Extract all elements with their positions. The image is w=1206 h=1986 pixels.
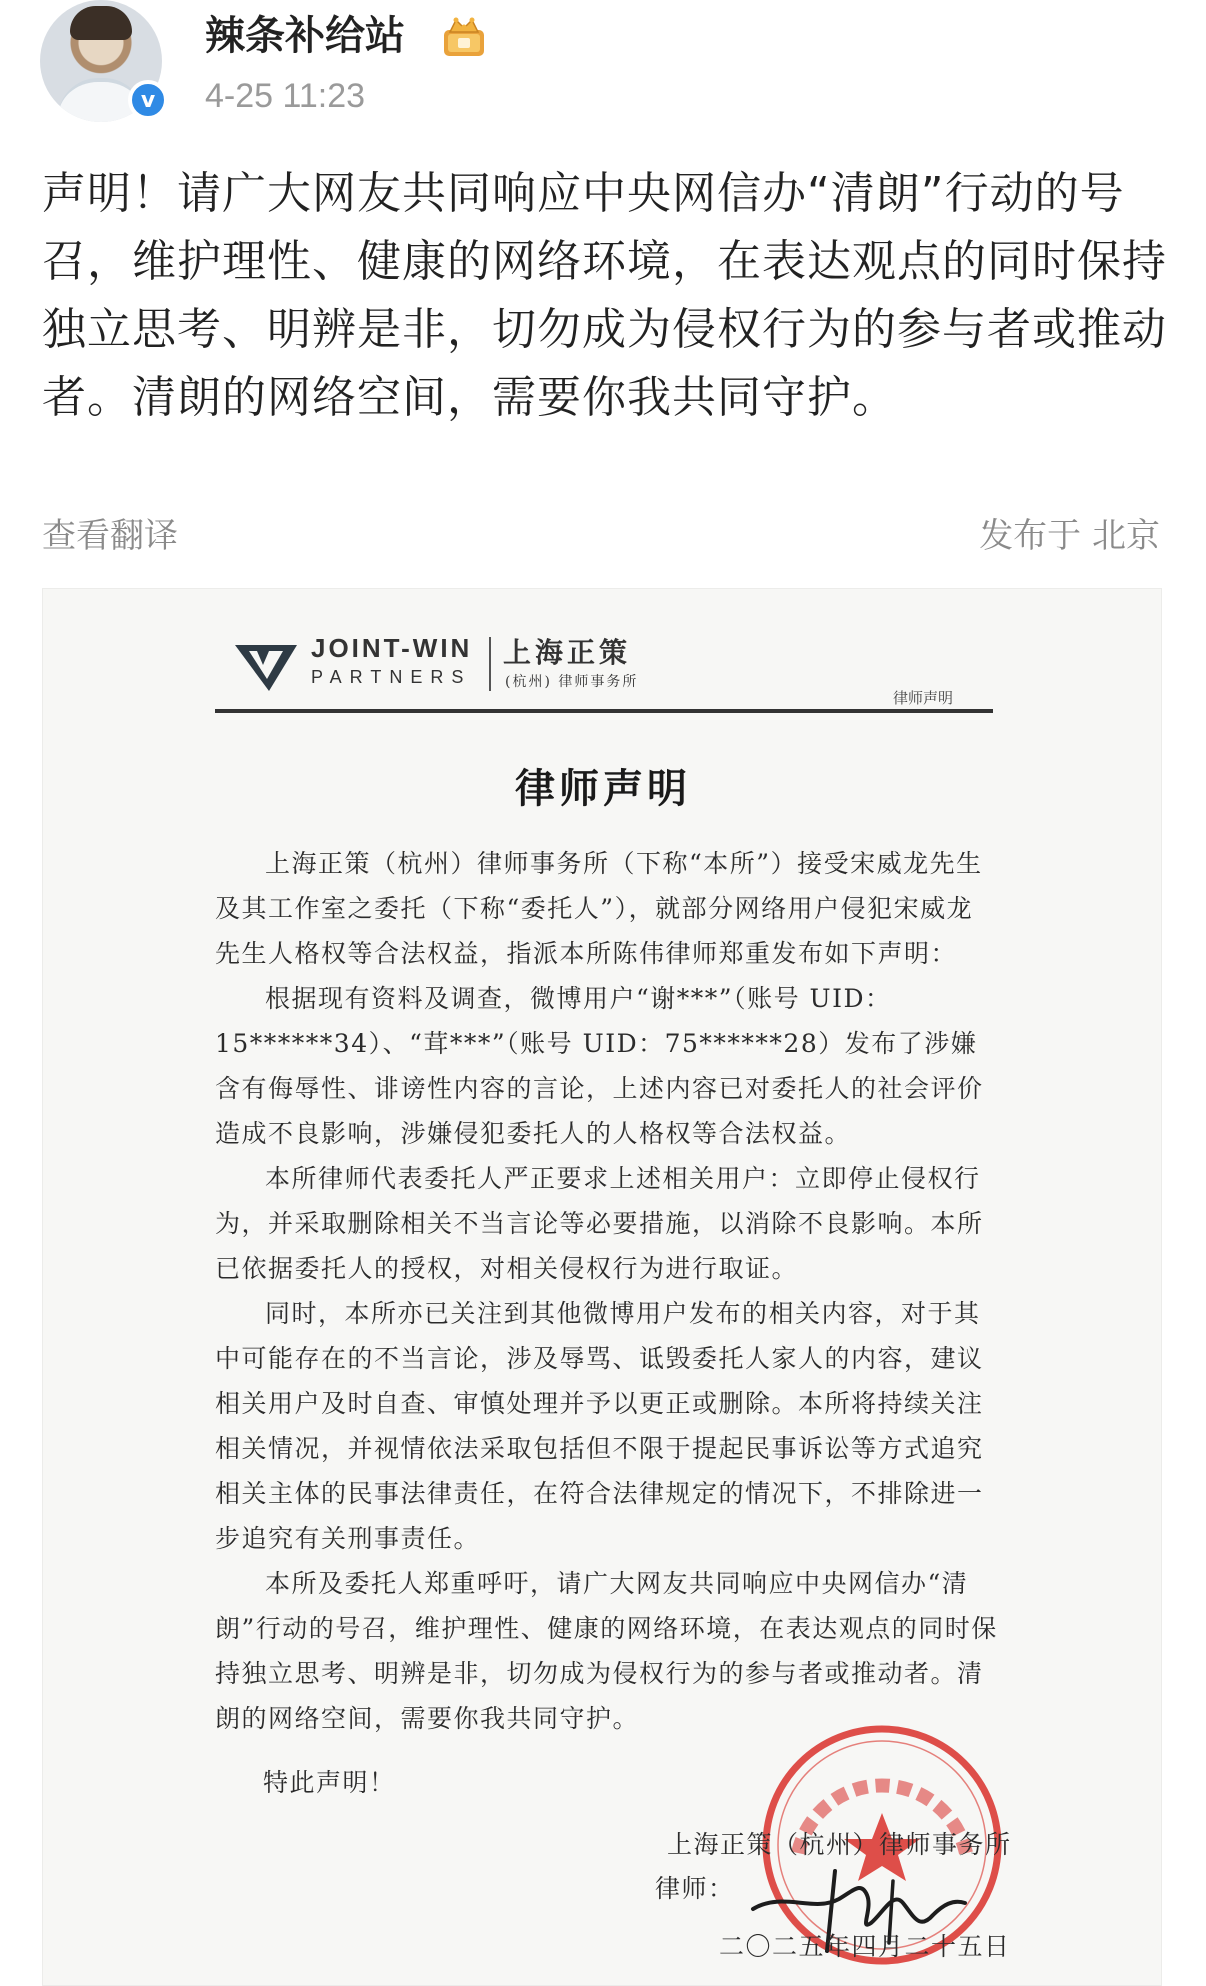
signature-date: 二〇二五年四月二十五日 xyxy=(719,1932,1011,1961)
document-paragraph: 本所律师代表委托人严正要求上述相关用户：立即停止侵权行为，并采取删除相关不当言论等必要措施，以消除不良影响。本所已依据委托人的授权，对相关侵权行为进行取证。 xyxy=(215,1164,984,1283)
attached-document-image[interactable] xyxy=(42,588,1162,1986)
document-paragraph: 根据现有资料及调查，微博用户“谢***”（账号 UID：15******34）、“茸***”（账号 UID：75******28）发布了涉嫌含有侮辱性、诽谤性内容的言论，上述内容已对委托人的社会评价造成不良影响，涉嫌侵犯委托人的人格权等合法权益。 xyxy=(215,984,984,1148)
firm-name-english: JOINT-WIN xyxy=(311,633,473,663)
avatar-hair xyxy=(70,6,132,40)
logo-separator xyxy=(489,637,491,691)
post-location: 发布于 北京 xyxy=(979,516,1160,556)
letterhead-doc-label: 律师声明 xyxy=(893,689,954,707)
firm-name-chinese: 上海正策 xyxy=(503,636,632,669)
document-closing: 特此声明！ xyxy=(263,1768,396,1797)
post-body-text: 声明！请广大网友共同响应中央网信办“清朗”行动的号召，维护理性、健康的网络环境，在表达观点的同时保持独立思考、明辨是非，切勿成为侵权行为的参与者或推动者。清朗的网络空间，需要你我共同守护。 xyxy=(42,168,1167,423)
document-title: 律师声明 xyxy=(515,765,691,812)
letterhead-rule xyxy=(215,709,993,713)
signature-firm-name: 上海正策（杭州）律师事务所 xyxy=(667,1830,1012,1859)
document-paragraph: 上海正策（杭州）律师事务所（下称“本所”）接受宋威龙先生及其工作室之委托（下称“委托人”），就部分网络用户侵犯宋威龙先生人格权等合法权益，指派本所陈伟律师郑重发布如下声明： xyxy=(215,849,983,968)
crown-badge-icon xyxy=(436,16,492,60)
post-header xyxy=(0,0,1206,140)
firm-name-english-2: PARTNERS xyxy=(311,667,472,687)
document-body xyxy=(215,841,999,1741)
signature-lawyer-label: 律师： xyxy=(655,1874,735,1903)
verified-badge-icon: v xyxy=(128,80,168,120)
document-paragraph: 本所及委托人郑重呼吁，请广大网友共同响应中央网信办“清朗”行动的号召，维护理性、健康的网络环境，在表达观点的同时保持独立思考、明辨是非，切勿成为侵权行为的参与者或推动者。清朗的网络空间，需要你我共同守护。 xyxy=(215,1569,998,1733)
firm-name-chinese-sub: (杭州) 律师事务所 xyxy=(505,674,639,690)
username[interactable]: 辣条补给站 xyxy=(205,13,405,59)
document-paragraph: 同时，本所亦已关注到其他微博用户发布的相关内容，对于其中可能存在的不当言论，涉及辱骂、诋毁委托人家人的内容，建议相关用户及时自查、审慎处理并予以更正或删除。本所将持续关注相关情况，并视情依法采取包括但不限于提起民事诉讼等方式追究相关主体的民事法律责任，在符合法律规定的情况下，不排除进一步追究有关刑事责任。 xyxy=(215,1299,984,1553)
post-timestamp: 4-25 11:23 xyxy=(205,77,366,115)
law-firm-logo-icon xyxy=(233,641,299,695)
translate-link[interactable]: 查看翻译 xyxy=(42,516,178,556)
